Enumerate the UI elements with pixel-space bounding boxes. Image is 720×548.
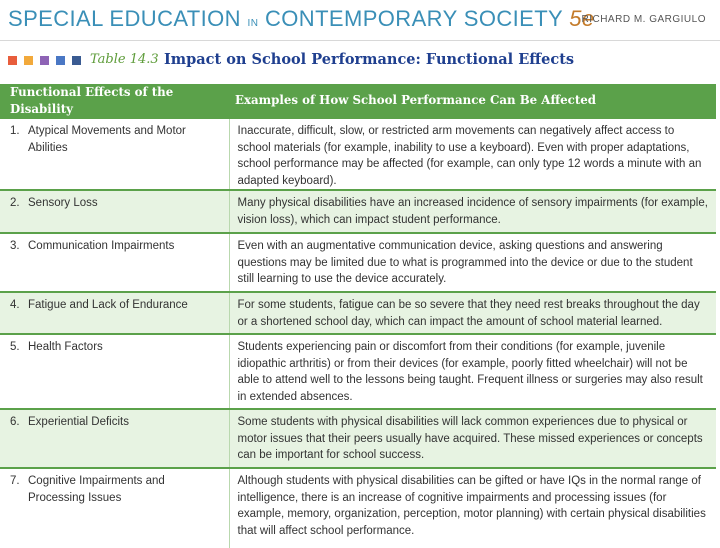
book-title [8,5,595,38]
square-icon [8,56,17,65]
table-row [0,118,716,190]
table-row [0,468,716,548]
effect-cell [0,118,229,190]
book-edition: 5e [569,6,595,31]
effect-label: Fatigue and Lack of Endurance [28,299,188,311]
table-label: Table 14.3 [90,52,159,67]
table-row [0,409,716,468]
row-number: 3. [10,240,20,252]
square-icon [72,56,81,65]
decorative-squares [8,56,81,65]
effect-cell [0,233,229,292]
row-number: 2. [10,197,20,209]
square-icon [56,56,65,65]
square-icon [40,56,49,65]
effect-label: Cognitive Impairments and Processing Issues [28,475,165,504]
table-title: Impact on School Performance: Functional Effects [164,51,575,68]
book-title-in: IN [247,18,259,29]
effect-cell [0,334,229,409]
effect-cell [0,468,229,548]
table-row [0,292,716,334]
effect-label: Atypical Movements and Motor Abilities [28,125,186,154]
column-header: Examples of How School Performance Can Be Affected [229,84,716,118]
example-cell: Inaccurate, difficult, slow, or restricted arm movements can negatively affect access to school materials (for example, inability to use a keyboard). Even with proper adaptations, school performance may be affected (for example, can only type 12 words a minute with an adapted keyboard). [229,118,716,190]
row-number: 5. [10,341,20,353]
column-header: Functional Effects of the Disability [0,84,229,118]
table-row [0,233,716,292]
table-row [0,334,716,409]
square-icon [24,56,33,65]
table-row [0,190,716,233]
effect-label: Experiential Deficits [28,416,129,428]
example-cell: For some students, fatigue can be so severe that they need rest breaks throughout the day or a shortened school day, which can impact the amount of school material learned. [229,292,716,334]
example-cell: Although students with physical disabilities can be gifted or have IQs in the normal range of intelligence, there is an increase of cognitive impairments and processing issues (for example, memory, organization, perception, motor planning) with certain physical disabilities that will affect school performance. [229,468,716,548]
effect-cell [0,190,229,233]
example-cell: Some students with physical disabilities will lack common experiences due to physical or motor issues that their peers usually have acquired. These missed experiences or concepts can be important for school success. [229,409,716,468]
effect-label: Sensory Loss [28,197,98,209]
functional-effects-table [0,84,716,548]
book-author: RICHARD M. GARGIULO [581,14,706,25]
example-cell: Even with an augmentative communication device, asking questions and answering questions may be limited due to what is programmed into the device or due to the student still learning to use the device accurately. [229,233,716,292]
row-number: 7. [10,475,20,487]
row-number: 6. [10,416,20,428]
book-header [0,0,720,41]
book-title-main: SPECIAL EDUCATION [8,6,241,31]
row-number: 4. [10,299,20,311]
example-cell: Many physical disabilities have an increased incidence of sensory impairments (for example, vision loss), which can impact student performance. [229,190,716,233]
example-cell: Students experiencing pain or discomfort from their conditions (for example, juvenile idiopathic arthritis) or from their devices (for example, poorly fitted wheelchair) will not be able to attend well to the lessons being taught. Frequent illness or surgeries may also result in extended absences. [229,334,716,409]
effect-cell [0,409,229,468]
effect-label: Communication Impairments [28,240,175,252]
effect-cell [0,292,229,334]
row-number: 1. [10,125,20,137]
effect-label: Health Factors [28,341,103,353]
book-title-sub: CONTEMPORARY SOCIETY [265,6,563,31]
table-header-row [0,84,716,118]
